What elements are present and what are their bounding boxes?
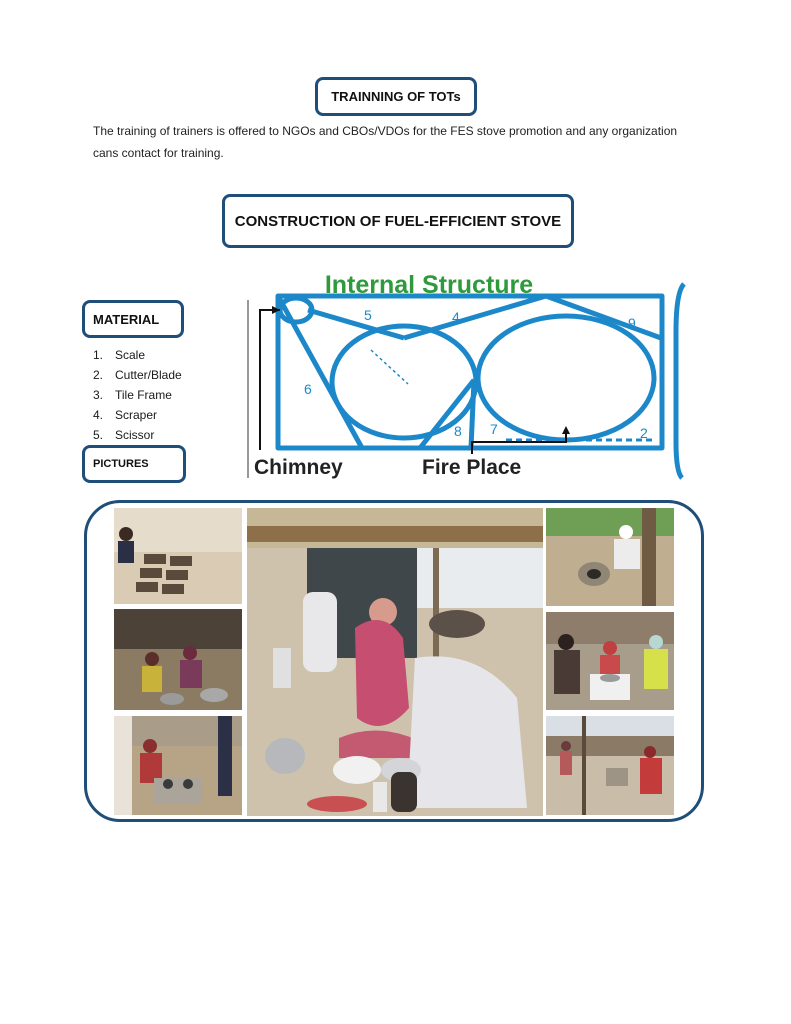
stove-outer-edge [676, 284, 684, 478]
svg-text:2: 2 [640, 425, 648, 441]
photo-man-building-stove [546, 508, 674, 606]
svg-text:5: 5 [364, 307, 372, 323]
chimney-label: Chimney [254, 456, 343, 479]
photo-women-mixing-clay [114, 609, 242, 710]
fireplace-arrowhead [562, 426, 570, 434]
svg-text:8: 8 [454, 423, 462, 439]
fireplace-pointer [472, 432, 566, 454]
construction-title: CONSTRUCTION OF FUEL-EFFICIENT STOVE [234, 212, 562, 230]
svg-text:6: 6 [304, 381, 312, 397]
svg-text:4: 4 [452, 309, 460, 325]
material-item: 3. Tile Frame [93, 388, 172, 402]
stove-structure [278, 296, 662, 448]
photo-woman-cooking-at-stove [247, 508, 543, 816]
svg-text:7: 7 [490, 421, 498, 437]
pictures-label: PICTURES [93, 458, 149, 470]
material-item: 2. Cutter/Blade [93, 368, 182, 382]
diagram-title: Internal Structure [324, 271, 534, 299]
material-item: 4. Scraper [93, 408, 158, 422]
material-list [93, 345, 182, 445]
material-item: 1. Scale [93, 348, 146, 362]
photo-stove-in-courtyard [114, 716, 242, 815]
material-label: MATERIAL [93, 311, 160, 327]
fireplace-label: Fire Place [422, 456, 522, 479]
material-label-box [82, 300, 184, 338]
photo-group-with-stove [546, 612, 674, 710]
internal-structure-diagram [246, 262, 694, 482]
pictures-label-box [82, 445, 186, 483]
tot-title: TRAINNING OF TOTs [331, 89, 461, 104]
smoke-path-line [371, 350, 408, 384]
photo-brick-molding [114, 508, 242, 604]
intro-paragraph: The training of trainers is offered to NGOs and CBOs/VDOs for the FES stove promotion and any organization cans contact for training. [93, 124, 678, 160]
svg-text:9: 9 [628, 315, 636, 331]
tot-title-box [315, 77, 477, 116]
photo-stove-outdoors [546, 716, 674, 815]
construction-title-box [222, 194, 574, 248]
material-item: 5. Scissor [93, 428, 155, 442]
